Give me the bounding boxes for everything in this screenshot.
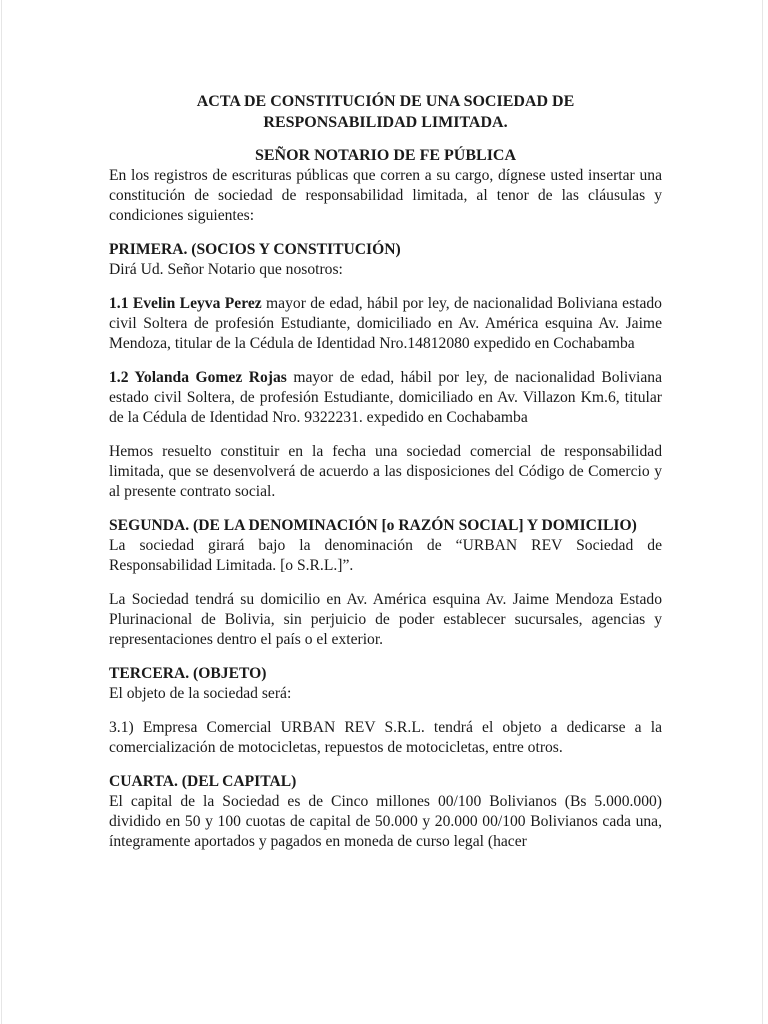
clause-tercera-objeto: 3.1) Empresa Comercial URBAN REV S.R.L. tendrá el objeto a dedicarse a la comercialización de motocicletas, repuestos de motocicletas, entre otros.	[109, 719, 662, 756]
clause-segunda-heading: SEGUNDA. (DE LA DENOMINACIÓN [o RAZÓN SOCIAL] Y DOMICILIO)	[109, 517, 637, 534]
socio-2-details: mayor de edad, hábil por ley, de nacionalidad Boliviana estado civil Soltera, de profesión Estudiante, domiciliado en Av. Villazon Km.6, titular de la Cédula de Identidad Nro. 9322231. expedido en Cochabamba	[109, 369, 662, 426]
clause-primera-closing: Hemos resuelto constituir en la fecha una sociedad comercial de responsabilidad limitada, que se desenvolverá de acuerdo a las disposiciones del Código de Comercio y al presente contrato social.	[109, 443, 662, 500]
clause-tercera-heading: TERCERA. (OBJETO)	[109, 665, 267, 682]
clause-primera-heading: PRIMERA. (SOCIOS Y CONSTITUCIÓN)	[109, 241, 401, 258]
clause-segunda-denominacion: La sociedad girará bajo la denominación de “URBAN REV Sociedad de Responsabilidad Limitada. [o S.R.L.]”.	[109, 537, 662, 574]
socio-2-paragraph	[109, 368, 662, 428]
document-title-line-2: RESPONSABILIDAD LIMITADA.	[263, 114, 508, 131]
clause-tercera-lead: El objeto de la sociedad será:	[109, 685, 292, 702]
socio-1-paragraph	[109, 294, 662, 354]
document-title	[109, 91, 662, 133]
document-title-line-1: ACTA DE CONSTITUCIÓN DE UNA SOCIEDAD DE	[196, 93, 575, 110]
clause-primera-lead: Dirá Ud. Señor Notario que nosotros:	[109, 261, 343, 278]
socio-2-name: 1.2 Yolanda Gomez Rojas	[109, 369, 287, 386]
socio-1-details: mayor de edad, hábil por ley, de nacionalidad Boliviana estado civil Soltera de profesión Estudiante, domiciliado en Av. América esquina Av. Jaime Mendoza, titular de la Cédula de Identidad Nro.14812080 expedido en Cochabamba	[109, 295, 662, 352]
salutation: SEÑOR NOTARIO DE FE PÚBLICA	[254, 147, 517, 164]
clause-cuarta-heading: CUARTA. (DEL CAPITAL)	[109, 773, 297, 790]
intro-paragraph: En los registros de escrituras públicas que corren a su cargo, dígnese usted insertar una constitución de sociedad de responsabilidad limitada, al tenor de las cláusulas y condiciones siguientes:	[109, 167, 662, 224]
document-body	[109, 91, 662, 852]
document-page	[1, 0, 763, 1024]
clause-cuarta-capital: El capital de la Sociedad es de Cinco millones 00/100 Bolivianos (Bs 5.000.000) dividido en 50 y 100 cuotas de capital de 50.000 y 20.000 00/100 Bolivianos cada una, íntegramente aportados y pagados en moneda de curso legal (hacer	[109, 793, 662, 850]
socio-1-name: 1.1 Evelin Leyva Perez	[109, 295, 262, 312]
clause-segunda-domicilio: La Sociedad tendrá su domicilio en Av. América esquina Av. Jaime Mendoza Estado Plurinacional de Bolivia, sin perjuicio de poder establecer sucursales, agencias y representaciones dentro el país o el exterior.	[109, 591, 662, 648]
